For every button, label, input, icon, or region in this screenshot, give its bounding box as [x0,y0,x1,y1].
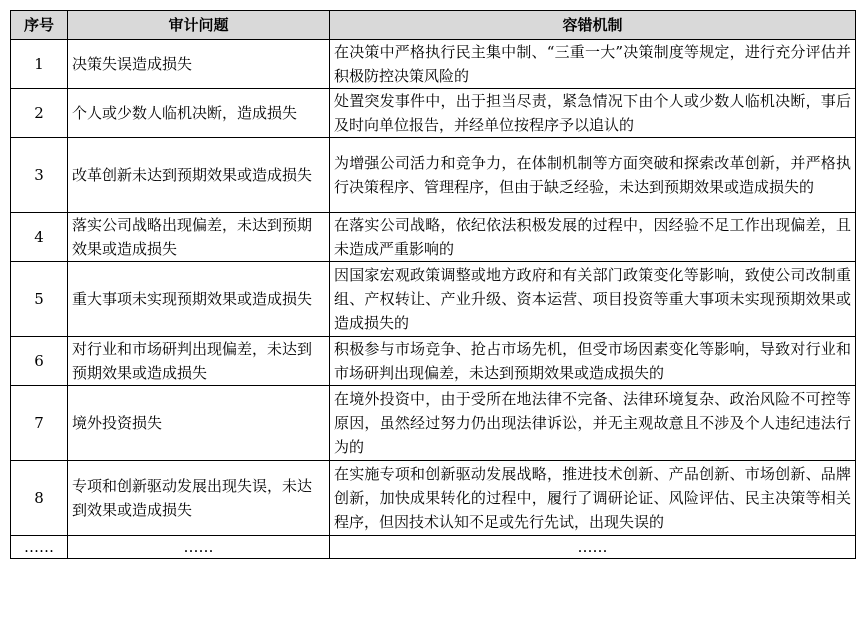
mechanism-cell: 为增强公司活力和竞争力，在体制机制等方面突破和探索改革创新，并严格执行决策程序、管理程序，但由于缺乏经验，未达到预期效果或造成损失的 [330,138,856,213]
audit-issue-cell: 重大事项未实现预期效果或造成损失 [68,262,330,337]
header-audit-issue: 审计问题 [68,11,330,40]
row-number: 2 [11,89,68,138]
row-number: 6 [11,337,68,386]
header-serial-number: 序号 [11,11,68,40]
header-fault-tolerance-mechanism: 容错机制 [330,11,856,40]
audit-issue-cell: 决策失误造成损失 [68,40,330,89]
fault-tolerance-table [10,10,856,559]
mechanism-cell: 在落实公司战略，依纪依法积极发展的过程中，因经验不足工作出现偏差，且未造成严重影响的 [330,213,856,262]
ellipsis-cell-mechanism: …… [330,536,856,559]
mechanism-cell: 在决策中严格执行民主集中制、“三重一大”决策制度等规定，进行充分评估并积极防控决策风险的 [330,40,856,89]
row-number: 3 [11,138,68,213]
audit-issue-cell: 对行业和市场研判出现偏差，未达到预期效果或造成损失 [68,337,330,386]
row-number: 4 [11,213,68,262]
row-number: 7 [11,386,68,461]
audit-issue-cell: 专项和创新驱动发展出现失误，未达到效果或造成损失 [68,461,330,536]
row-number: 8 [11,461,68,536]
row-number: 5 [11,262,68,337]
row-number: 1 [11,40,68,89]
audit-issue-cell: 个人或少数人临机决断，造成损失 [68,89,330,138]
mechanism-cell: 在实施专项和创新驱动发展战略，推进技术创新、产品创新、市场创新、品牌创新，加快成果转化的过程中，履行了调研论证、风险评估、民主决策等相关程序，但因技术认知不足或先行先试，出现失误的 [330,461,856,536]
table-row [11,138,856,213]
table-header [11,11,856,40]
table-row [11,89,856,138]
table-row [11,461,856,536]
mechanism-cell: 因国家宏观政策调整或地方政府和有关部门政策变化等影响，致使公司改制重组、产权转让、产业升级、资本运营、项目投资等重大事项未实现预期效果或造成损失的 [330,262,856,337]
ellipsis-cell-issue: …… [68,536,330,559]
mechanism-cell: 积极参与市场竞争、抢占市场先机，但受市场因素变化等影响，导致对行业和市场研判出现偏差，未达到预期效果或造成损失的 [330,337,856,386]
table-row [11,213,856,262]
audit-issue-cell: 落实公司战略出现偏差，未达到预期效果或造成损失 [68,213,330,262]
audit-issue-cell: 境外投资损失 [68,386,330,461]
table-row [11,386,856,461]
table-row [11,337,856,386]
ellipsis-row [11,536,856,559]
audit-issue-cell: 改革创新未达到预期效果或造成损失 [68,138,330,213]
table-row [11,40,856,89]
mechanism-cell: 在境外投资中，由于受所在地法律不完备、法律环境复杂、政治风险不可控等原因，虽然经过努力仍出现法律诉讼，并无主观故意且不涉及个人违纪违法行为的 [330,386,856,461]
table-row [11,262,856,337]
table-body [11,40,856,559]
header-row [11,11,856,40]
mechanism-cell: 处置突发事件中，出于担当尽责，紧急情况下由个人或少数人临机决断，事后及时向单位报告，并经单位按程序予以追认的 [330,89,856,138]
ellipsis-cell-number: …… [11,536,68,559]
